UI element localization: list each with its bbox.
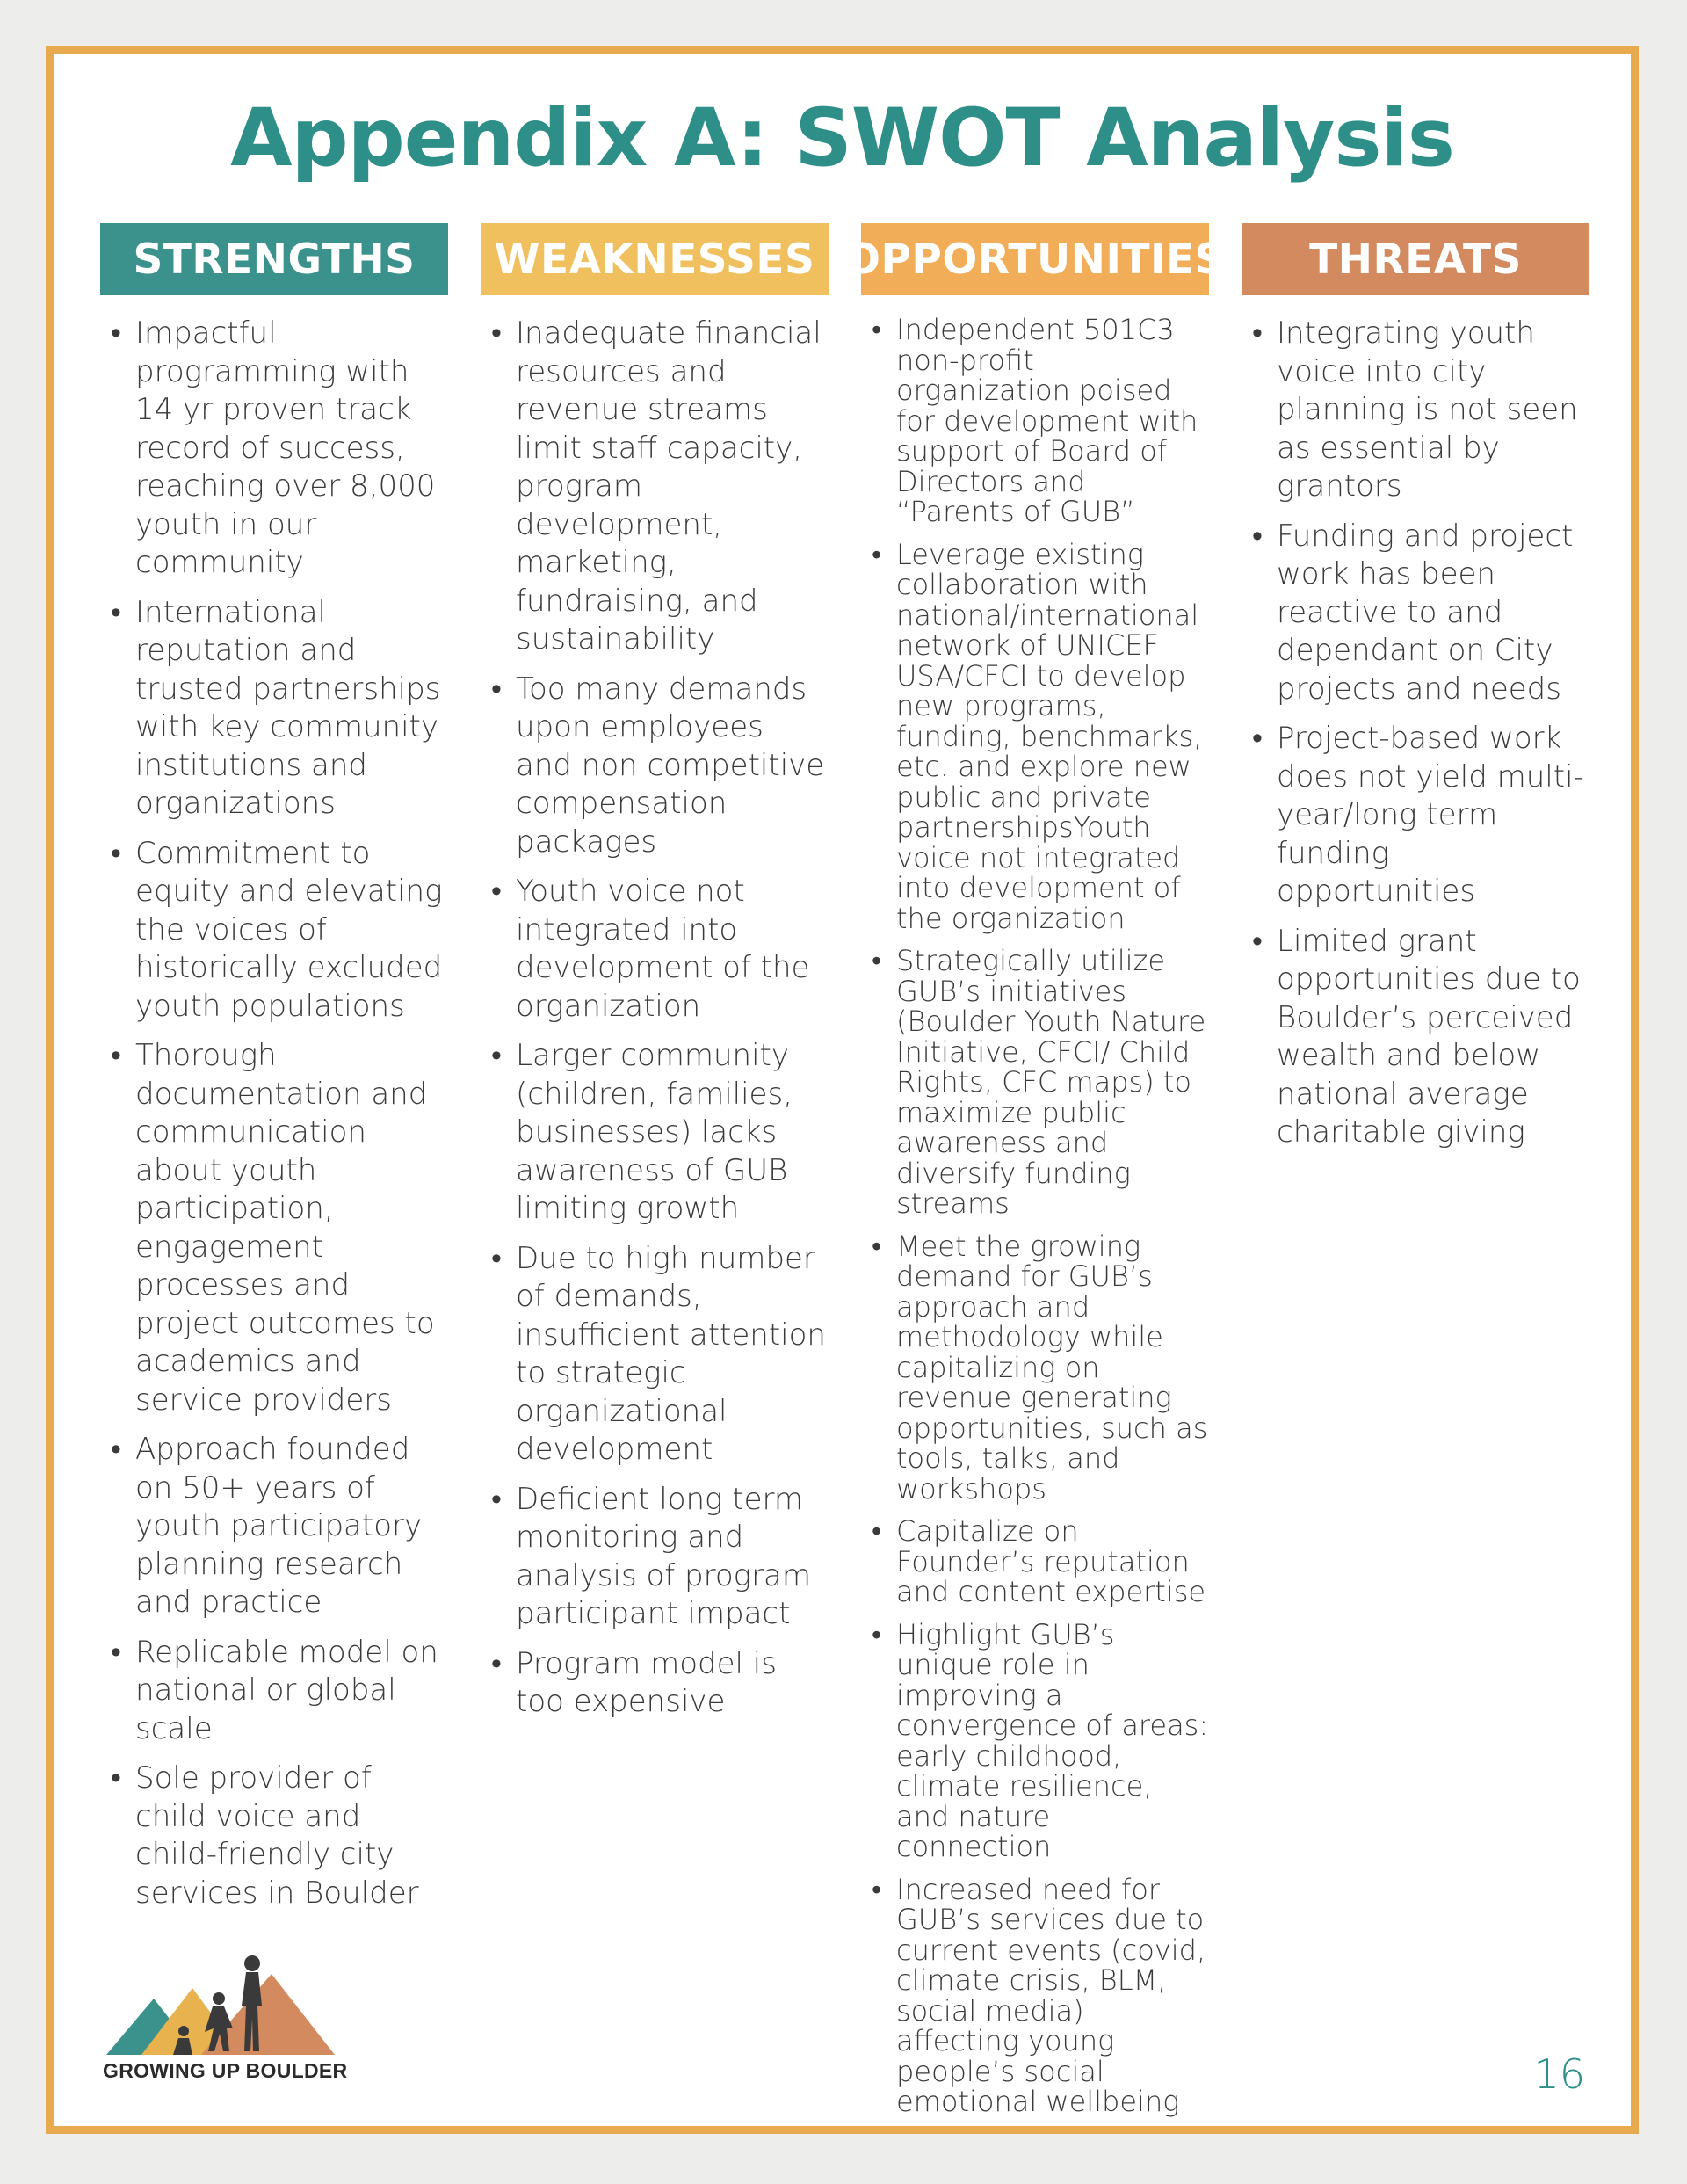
- threats-column: [1242, 223, 1589, 1164]
- list-item: • Approach founded on 50+ years of youth participatory planning research and practice: [100, 1431, 448, 1622]
- list-item: • Meet the growing demand for GUB’s approach and methodology while capitalizing on revenue generating opportunities, such as tools, talks, and workshops: [861, 1231, 1209, 1505]
- threats-header: THREATS: [1242, 223, 1589, 295]
- opportunities-column: [845, 223, 1225, 2130]
- list-item: • Leverage existing collaboration with national/international network of UNICEF USA/CFCI to develop new programs, funding, benchmarks, etc. and explore new public and private partnershipsYouth voice not integrated into development of the organization: [861, 540, 1209, 934]
- list-item: • International reputation and trusted partnerships with key community institutions and organizations: [100, 594, 448, 824]
- list-item: • Larger community (children, families, businesses) lacks awareness of GUB limiting growth: [481, 1037, 829, 1229]
- strengths-list: [100, 315, 448, 1912]
- list-item: • Too many demands upon employees and non competitive compensation packages: [481, 671, 829, 862]
- list-item: • Increased need for GUB’s services due to current events (covid, climate crisis, BLM, social media) affecting young people’s social emotional wellbeing: [861, 1875, 1209, 2117]
- weaknesses-list: [481, 315, 829, 1722]
- opportunities-list: [861, 315, 1209, 2117]
- strengths-column: [100, 223, 448, 1924]
- mountains-children-icon: [103, 1948, 358, 2057]
- logo-text: GROWING UP BOULDER: [103, 2059, 348, 2082]
- threats-list: [1242, 315, 1589, 1152]
- opportunities-header: OPPORTUNITIES: [861, 223, 1209, 295]
- list-item: • Inadequate financial resources and revenue streams limit staff capacity, program development, marketing, fundraising, and sustainability: [481, 315, 829, 659]
- list-item: • Strategically utilize GUB’s initiatives (Boulder Youth Nature Initiative, CFCI/ Child Rights, CFC maps) to maximize public awareness and diversify funding streams: [861, 946, 1209, 1219]
- list-item: • Funding and project work has been reactive to and dependant on City projects and needs: [1242, 518, 1589, 709]
- list-item: • Highlight GUB’s unique role in improving a convergence of areas: early childhood, climate resilience, and nature connection: [861, 1620, 1209, 1862]
- list-item: • Impactful programming with 14 yr proven track record of success, reaching over 8,000 youth in our community: [100, 315, 448, 583]
- weaknesses-header: WEAKNESSES: [481, 223, 829, 295]
- list-item: • Independent 501C3 non-profit organization poised for development with support of Board of Directors and “Parents of GUB”: [861, 315, 1209, 527]
- list-item: • Sole provider of child voice and child-friendly city services in Boulder: [100, 1760, 448, 1912]
- list-item: • Limited grant opportunities due to Boulder’s perceived wealth and below national average charitable giving: [1242, 923, 1589, 1152]
- strengths-header: STRENGTHS: [100, 223, 448, 295]
- list-item: • Due to high number of demands, insufficient attention to strategic organizational development: [481, 1240, 829, 1469]
- list-item: • Commitment to equity and elevating the voices of historically excluded youth populations: [100, 835, 448, 1027]
- list-item: • Capitalize on Founder’s reputation and content expertise: [861, 1516, 1209, 1607]
- document-page: [46, 46, 1639, 2134]
- weaknesses-column: [481, 223, 829, 1733]
- list-item: • Deficient long term monitoring and analysis of program participant impact: [481, 1481, 829, 1634]
- list-item: • Integrating youth voice into city planning is not seen as essential by grantors: [1242, 315, 1589, 506]
- growing-up-boulder-logo: [103, 1948, 358, 2088]
- list-item: • Youth voice not integrated into development of the organization: [481, 873, 829, 1026]
- list-item: • Program model is too expensive: [481, 1645, 829, 1722]
- list-item: • Project-based work does not yield multi-year/long term funding opportunities: [1242, 720, 1589, 911]
- list-item: • Thorough documentation and communication about youth participation, engagement processes and project outcomes to academics and service providers: [100, 1037, 448, 1419]
- list-item: • Replicable model on national or global scale: [100, 1634, 448, 1749]
- page-number: 16: [1533, 2050, 1585, 2098]
- page-title: Appendix A: SWOT Analysis: [230, 92, 1454, 185]
